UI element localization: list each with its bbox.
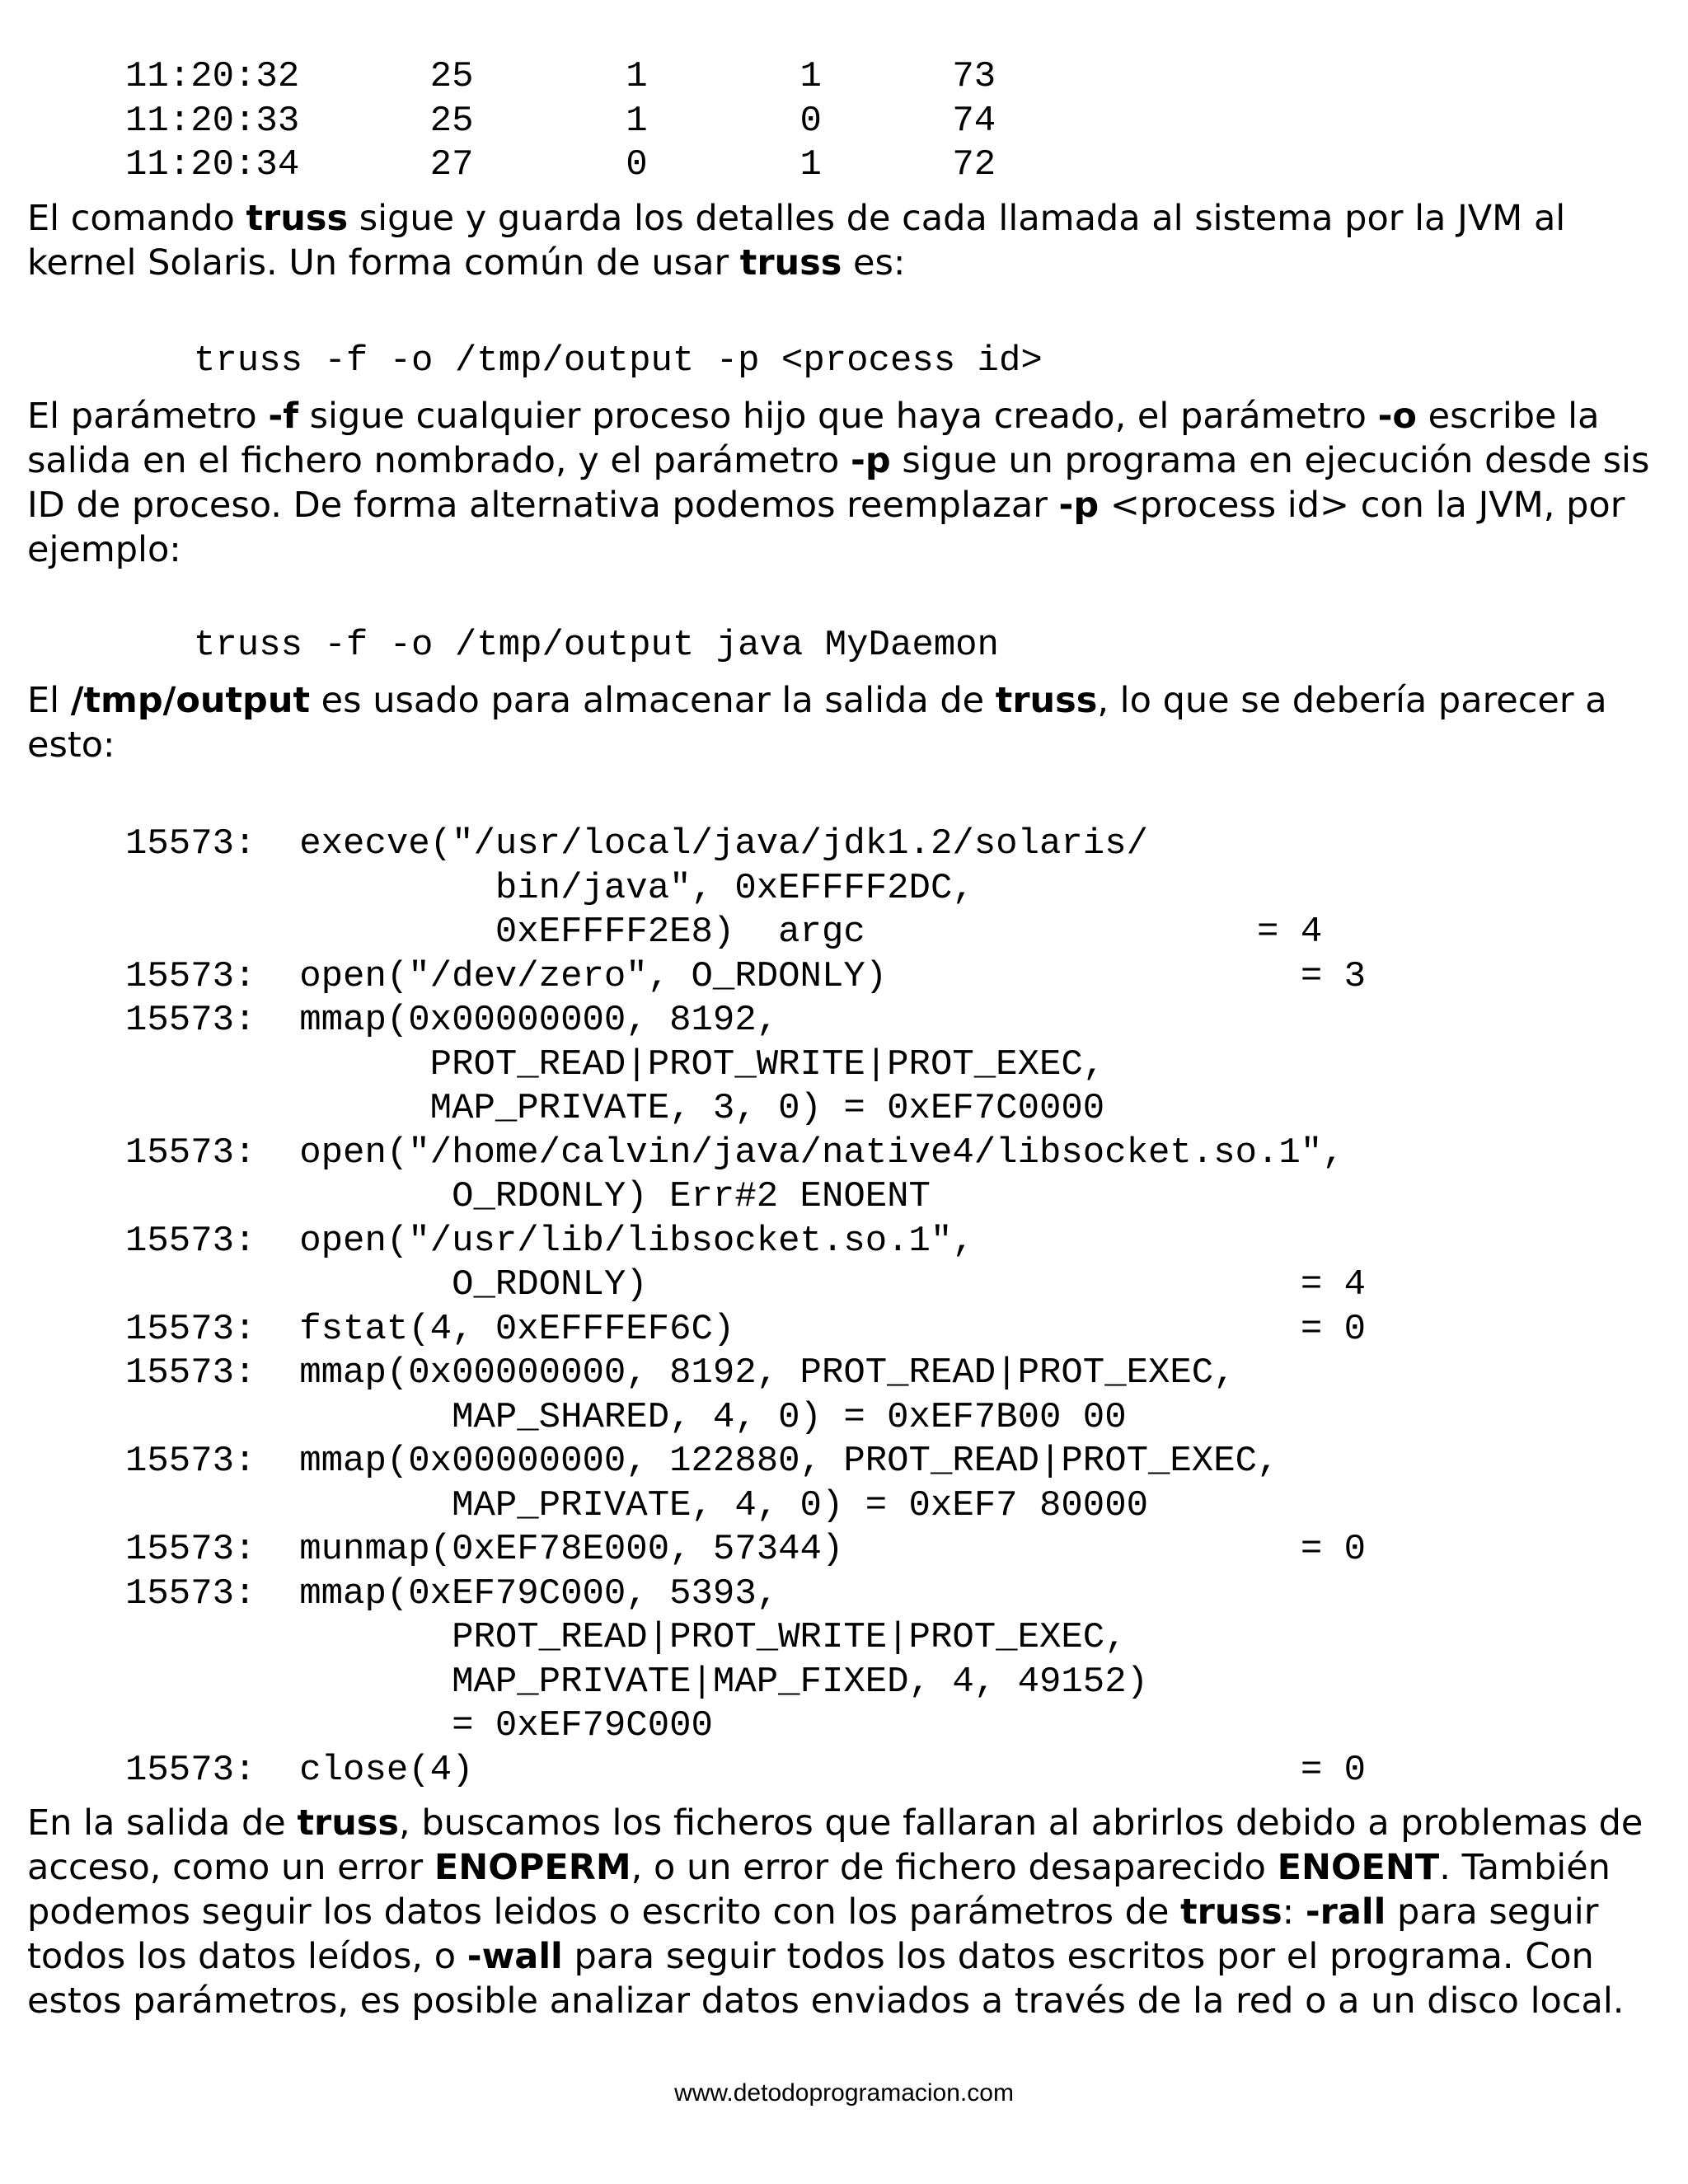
truss-command-pid: truss -f -o /tmp/output -p <process id> (194, 340, 1043, 382)
truss-output-listing: 15573: execve("/usr/local/java/jdk1.2/solaris/ bin/java", 0xEFFFF2DC, 0xEFFFF2E8) argc = 4 15573: open("/dev/zero", O_RDONLY) = 3 15573: mmap(0x00000000, 8192, PROT_READ|PROT_WRITE|PROT_EXEC, MAP_PRIVATE, 3, 0) = 0xEF7C0000 15573: open("/home/calvin/java/native4/libsocket.so.1", O_RDONLY) Err#2 ENOENT 15573: open("/usr/lib/libsocket.so.1", O_RDONLY) = 4 15573: fstat(4, 0xEFFFEF6C) = 0 15573: mmap(0x00000000, 8192, PROT_READ|PROT_EXEC, MAP_SHARED, 4, 0) = 0xEF7B00 00 15573: mmap(0x00000000, 122880, PROT_READ|PROT_EXEC, MAP_PRIVATE, 4, 0) = 0xEF7 80000 15573: munmap(0xEF78E000, 57344) = 0 15573: mmap(0xEF79C000, 5393, PROT_READ|PROT_WRITE|PROT_EXEC, MAP_PRIVATE|MAP_FIXED, 4, 49152) = 0xEF79C000 15573: close(4) = 0 (125, 823, 1367, 1791)
vmstat-output: 11:20:32 25 1 1 73 11:20:33 25 1 0 74 11:20:34 27 0 1 72 (125, 56, 996, 185)
paragraph-truss-analysis: En la salida de truss, buscamos los ficheros que fallaran al abrirlos debido a problemas de acceso, como un error ENOPERM, o un error de fichero desaparecido ENOENT. También podemos seguir los datos leidos o escrito con los parámetros de truss: -rall para seguir todos los datos leídos, o -wall para seguir todos los datos escritos por el programa. Con estos parámetros, es posible analizar datos enviados a través de la red o a un disco local. (27, 1802, 1643, 2022)
paragraph-truss-intro: El comando truss sigue y guarda los detalles de cada llamada al sistema por la JVM al kernel Solaris. Un forma común de usar truss es: (27, 198, 1566, 284)
paragraph-truss-params: El parámetro -f sigue cualquier proceso hijo que haya creado, el parámetro -o escribe la salida en el fichero nombrado, y el parámetro -p sigue un programa en ejecución desde sis ID de proceso. De forma alternativa podemos reemplazar -p <process id> con la JVM, por ejemplo: (27, 396, 1650, 570)
footer-website: www.detodoprogramacion.com (674, 2079, 1014, 2107)
truss-command-java: truss -f -o /tmp/output java MyDaemon (194, 625, 999, 666)
paragraph-truss-output: El /tmp/output es usado para almacenar la salida de truss, lo que se debería parecer a esto: (27, 680, 1607, 766)
